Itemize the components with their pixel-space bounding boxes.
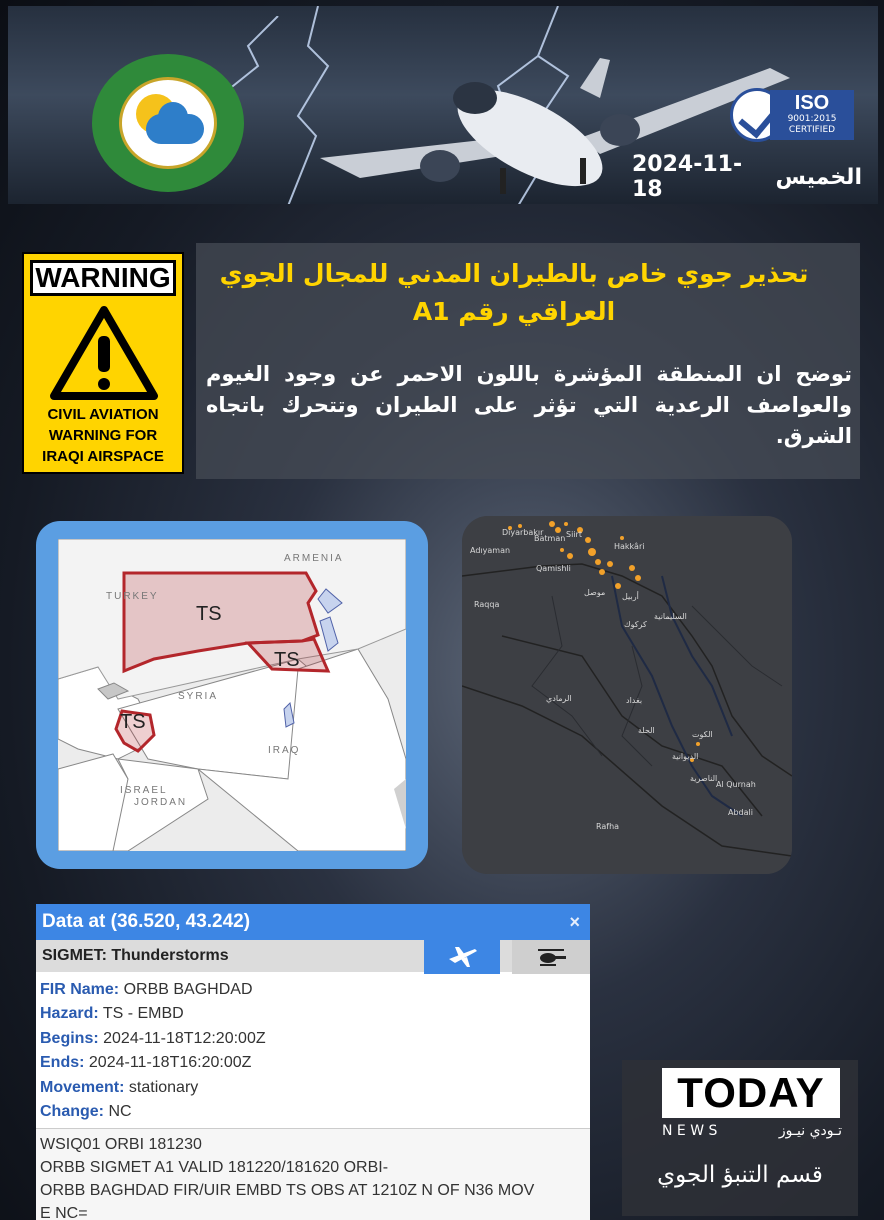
city-label: Qamishli xyxy=(536,564,571,573)
popup-coordinates: Data at (36.520, 43.242) xyxy=(42,911,251,932)
country-label-turkey: TURKEY xyxy=(106,591,159,602)
popup-tab-bar xyxy=(36,940,590,972)
raw-sigmet-text xyxy=(36,1128,590,1220)
raw-line: E NC= xyxy=(40,1205,88,1220)
iso-standard: 9001:2015 xyxy=(787,114,837,124)
field-movement: Movement: stationary xyxy=(40,1078,199,1096)
sigmet-popup xyxy=(36,904,590,1220)
city-label: الحلة xyxy=(638,726,655,735)
iso-certification-badge xyxy=(730,88,856,144)
city-label: كركوك xyxy=(624,620,647,629)
tab-airplane[interactable] xyxy=(424,940,500,974)
country-label-syria: SYRIA xyxy=(178,691,219,702)
field-hazard: Hazard: TS - EMBD xyxy=(40,1005,184,1023)
news-arabic: تـودي نيـوز xyxy=(778,1123,842,1139)
notice-title-line-2: العراقي رقم A1 xyxy=(412,297,616,326)
news-line xyxy=(662,1122,842,1140)
country-label-armenia: ARMENIA xyxy=(284,553,344,564)
notice-title-line-1: تحذير جوي خاص بالطيران المدني للمجال الجوي xyxy=(219,259,809,288)
country-label-israel: ISRAEL xyxy=(120,785,168,796)
warning-line-3: IRAQI AIRSPACE xyxy=(42,448,164,465)
field-begins: Begins: 2024-11-18T12:20:00Z xyxy=(40,1029,266,1047)
date-line xyxy=(632,152,862,202)
raw-line: WSIQ01 ORBI 181230 xyxy=(40,1136,202,1154)
country-label-jordan: JORDAN xyxy=(134,797,188,808)
field-change: Change: NC xyxy=(40,1103,132,1121)
city-label: Al Qurnah xyxy=(716,780,756,789)
iso-title: ISO xyxy=(794,92,830,114)
field-fir-name: FIR Name: ORBB BAGHDAD xyxy=(40,981,253,998)
sigmet-map-frame xyxy=(36,521,428,869)
sigmet-fields xyxy=(36,972,590,1124)
department-name: قسم التنبؤ الجوي xyxy=(657,1162,823,1188)
city-label: الرمادي xyxy=(546,694,572,703)
city-label: موصل xyxy=(584,588,606,597)
raw-line: ORBB SIGMET A1 VALID 181220/181620 ORBI- xyxy=(40,1159,389,1177)
field-ends: Ends: 2024-11-18T16:20:00Z xyxy=(40,1054,252,1072)
warning-line-2: WARNING FOR xyxy=(48,427,158,444)
organization-logo xyxy=(92,54,244,192)
city-label: بغداد xyxy=(626,696,643,705)
popup-header xyxy=(36,904,590,940)
city-label: Hakkâri xyxy=(614,542,645,551)
date: 2024-11-18 xyxy=(632,152,743,202)
today-news-branding xyxy=(622,1060,858,1216)
today-logo: TODAY xyxy=(662,1068,840,1118)
warning-line-1: CIVIL AVIATION xyxy=(47,406,159,423)
helicopter-icon xyxy=(534,946,568,968)
warning-triangle-icon xyxy=(50,304,158,402)
iso-certified: CERTIFIED xyxy=(788,125,836,135)
close-icon[interactable]: × xyxy=(569,912,580,932)
city-label: Batman xyxy=(534,534,566,543)
ts-zone-label: TS xyxy=(274,649,300,671)
lightning-map xyxy=(462,516,792,874)
country-label-iraq: IRAQ xyxy=(268,745,301,756)
city-label: الناصرية xyxy=(690,774,718,783)
city-label: السليمانية xyxy=(654,612,687,621)
sigmet-type: SIGMET: Thunderstorms xyxy=(42,947,229,964)
sigmet-map xyxy=(58,539,406,851)
news-latin: N E W S xyxy=(662,1123,718,1139)
day-name: الخميس xyxy=(775,164,862,190)
city-label: Abdali xyxy=(728,808,753,817)
city-label: الكوت xyxy=(692,730,713,739)
notice-body: توضح ان المنطقة المؤشرة باللون الاحمر عن وجود الغيوم والعواصف الرعدية التي تؤثر على الطيران وتتحرك باتجاه الشرق. xyxy=(206,362,852,448)
header-banner xyxy=(8,6,878,204)
ts-zone-label: TS xyxy=(120,711,146,733)
city-label: أربيل xyxy=(622,592,639,601)
raw-line: ORBB BAGHDAD FIR/UIR EMBD TS OBS AT 1210Z N OF N36 MOV xyxy=(40,1182,535,1200)
airplane-icon xyxy=(447,945,477,969)
city-label: Rafha xyxy=(596,822,620,831)
city-label: Siirt xyxy=(566,530,582,539)
warning-sign xyxy=(22,252,184,474)
warning-heading: WARNING xyxy=(30,260,176,296)
city-label: Diyarbakır xyxy=(502,528,544,537)
city-label: الديوانية xyxy=(672,752,699,761)
tab-helicopter[interactable] xyxy=(512,940,590,974)
ts-zone-label: TS xyxy=(196,603,222,625)
city-label: Raqqa xyxy=(474,600,500,609)
city-label: Adıyaman xyxy=(470,546,511,555)
notice-panel xyxy=(196,243,860,479)
